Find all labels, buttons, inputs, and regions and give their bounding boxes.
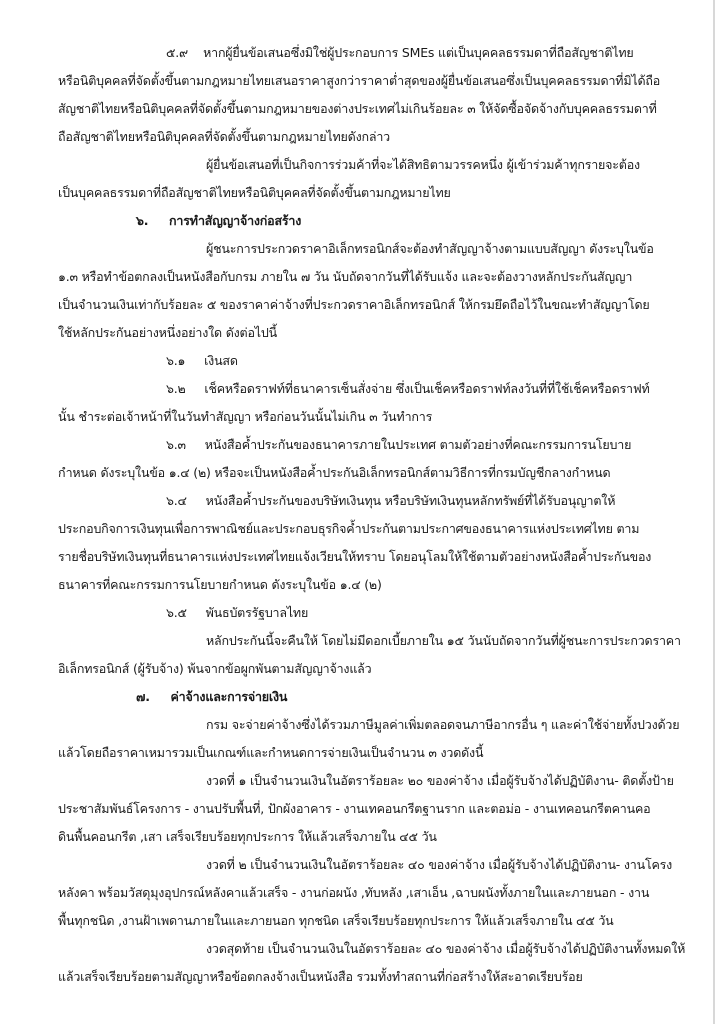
clause-6-4-line-1: ๖.๔ หนังสือค้ำประกันของบริษัทเงินทุน หรือบริษัทเงินทุนหลักทรัพย์ที่ได้รับอนุญาตให้	[166, 493, 616, 508]
section-7-intro-line-1: กรม จะจ่ายค่าจ้างซึ่งได้รวมภาษีมูลค่าเพิ่มตลอดจนภาษีอากรอื่น ๆ และค่าใช้จ่ายทั้งปวงด้วย	[206, 717, 680, 732]
clause-6-3-line-2: กำหนด ดังระบุในข้อ ๑.๔ (๒) หรือจะเป็นหนังสือค้ำประกันอิเล็กทรอนิกส์ตามวิธีการที่กรมบัญชีกลางกำหนด	[58, 465, 611, 480]
clause-6-3-line-1: ๖.๓ หนังสือค้ำประกันของธนาคารภายในประเทศ ตามตัวอย่างที่คณะกรรมการนโยบาย	[166, 437, 632, 452]
guarantee-return-line-2: อิเล็กทรอนิกส์ (ผู้รับจ้าง) พ้นจากข้อผูกพันตามสัญญาจ้างแล้ว	[58, 661, 372, 676]
section-6-intro-line-2: ๑.๓ หรือทำข้อตกลงเป็นหนังสือกับกรม ภายใน ๗ วัน นับถัดจากวันที่ได้รับแจ้ง และจะต้องวางหลักประกันสัญญา	[58, 269, 633, 284]
installment-1-line-1: งวดที่ ๑ เป็นจำนวนเงินในอัตราร้อยละ ๒๐ ของค่าจ้าง เมื่อผู้รับจ้างได้ปฏิบัติงาน- ติดตั้งป้าย	[206, 773, 674, 788]
installment-2-line-1: งวดที่ ๒ เป็นจำนวนเงินในอัตราร้อยละ ๔๐ ของค่าจ้าง เมื่อผู้รับจ้างได้ปฏิบัติงาน- งานโครง	[206, 857, 673, 872]
clause-6-4-line-4: ธนาคารที่คณะกรรมการนโยบายกำหนด ดังระบุในข้อ ๑.๔ (๒)	[58, 577, 382, 592]
clause-6-4-line-3: รายชื่อบริษัทเงินทุนที่ธนาคารแห่งประเทศไทยแจ้งเวียนให้ทราบ โดยอนุโลมให้ใช้ตามตัวอย่างหนังสือค้ำประกันของ	[58, 549, 652, 564]
clause-5-9-line-1: ๕.๙ หากผู้ยื่นข้อเสนอซึ่งมิใช่ผู้ประกอบการ SMEs แต่เป็นบุคคลธรรมดาที่ถือสัญชาติไทย	[166, 45, 634, 60]
joint-venture-line-2: เป็นบุคคลธรรมดาที่ถือสัญชาติไทยหรือนิติบุคคลที่จัดตั้งขึ้นตามกฎหมายไทย	[58, 185, 451, 200]
installment-1-line-2: ประชาสัมพันธ์โครงการ - งานปรับพื้นที่, ปักผังอาคาร - งานเทคอนกรีตฐานราก และตอม่อ - งานเทคอนกรีตคานคอ	[58, 801, 651, 816]
section-6-intro-line-3: เป็นจำนวนเงินเท่ากับร้อยละ ๕ ของราคาค่าจ้างที่ประกวดราคาอิเล็กทรอนิกส์ ให้กรมยึดถือไว้ในขณะทำสัญญาโดย	[58, 297, 650, 312]
clause-6-2-line-2: นั้น ชำระต่อเจ้าหน้าที่ในวันทำสัญญา หรือก่อนวันนั้นไม่เกิน ๓ วันทำการ	[58, 409, 433, 424]
joint-venture-line-1: ผู้ยื่นข้อเสนอที่เป็นกิจการร่วมค้าที่จะได้สิทธิตามวรรคหนึ่ง ผู้เข้าร่วมค้าทุกรายจะต้อง	[206, 157, 640, 172]
installment-final-line-2: แล้วเสร็จเรียบร้อยตามสัญญาหรือข้อตกลงจ้างเป็นหนังสือ รวมทั้งทำสถานที่ก่อสร้างให้สะอาดเรียบร้อย	[58, 969, 583, 984]
installment-final-line-1: งวดสุดท้าย เป็นจำนวนเงินในอัตราร้อยละ ๔๐ ของค่าจ้าง เมื่อผู้รับจ้างได้ปฏิบัติงานทั้งหมดให้	[206, 941, 686, 956]
guarantee-return-line-1: หลักประกันนี้จะคืนให้ โดยไม่มีดอกเบี้ยภายใน ๑๕ วันนับถัดจากวันที่ผู้ชนะการประกวดราคา	[206, 633, 681, 648]
section-6-intro-line-4: ใช้หลักประกันอย่างหนึ่งอย่างใด ดังต่อไปนี้	[58, 325, 277, 340]
clause-5-9-line-2: หรือนิติบุคคลที่จัดตั้งขึ้นตามกฎหมายไทยเสนอราคาสูงกว่าราคาต่ำสุดของผู้ยื่นข้อเสนอซึ่งเป็นบุคคลธรรมดาที่มิได้ถือ	[58, 73, 661, 88]
section-7-intro-line-2: แล้วโดยถือราคาเหมารวมเป็นเกณฑ์และกำหนดการจ่ายเงินเป็นจำนวน ๓ งวดดังนี้	[58, 745, 484, 760]
installment-2-line-3: พื้นทุกชนิด ,งานฝ้าเพดานภายในและภายนอก ทุกชนิด เสร็จเรียบร้อยทุกประการ ให้แล้วเสร็จภายใน ๔๕ วัน	[58, 913, 614, 928]
section-6-intro-line-1: ผู้ชนะการประกวดราคาอิเล็กทรอนิกส์จะต้องทำสัญญาจ้างตามแบบสัญญา ดังระบุในข้อ	[206, 241, 654, 256]
clause-6-1: ๖.๑ เงินสด	[166, 353, 238, 368]
clause-5-9-line-4: ถือสัญชาติไทยหรือนิติบุคคลที่จัดตั้งขึ้นตามกฎหมายไทยดังกล่าว	[58, 129, 390, 144]
clause-6-2-line-1: ๖.๒ เช็คหรือดราฟท์ที่ธนาคารเซ็นสั่งจ่าย ซึ่งเป็นเช็คหรือดราฟท์ลงวันที่ที่ใช้เช็คหรือดราฟท์	[166, 381, 650, 396]
section-7-heading: ๗. ค่าจ้างและการจ่ายเงิน	[136, 689, 288, 704]
section-6-heading: ๖. การทำสัญญาจ้างก่อสร้าง	[136, 213, 302, 228]
clause-5-9-line-3: สัญชาติไทยหรือนิติบุคคลที่จัดตั้งขึ้นตามกฎหมายของต่างประเทศไม่เกินร้อยละ ๓ ให้จัดซื้อจัดจ้างกับบุคคลธรรมดาที่	[58, 101, 657, 116]
scan-edge-line	[713, 0, 715, 1024]
clause-6-5: ๖.๕ พันธบัตรรัฐบาลไทย	[166, 605, 309, 620]
installment-2-line-2: หลังคา พร้อมวัสดุมุงอุปกรณ์หลังคาแล้วเสร็จ - งานก่อผนัง ,ทับหลัง ,เสาเอ็น ,ฉาบผนังทั้งภายในและภายนอก - งาน	[58, 885, 650, 900]
clause-6-4-line-2: ประกอบกิจการเงินทุนเพื่อการพาณิชย์และประกอบธุรกิจค้ำประกันตามประกาศของธนาคารแห่งประเทศไทย ตาม	[58, 521, 640, 536]
installment-1-line-3: ดินพื้นคอนกรีต ,เสา เสร็จเรียบร้อยทุกประการ ให้แล้วเสร็จภายใน ๔๕ วัน	[58, 829, 437, 844]
